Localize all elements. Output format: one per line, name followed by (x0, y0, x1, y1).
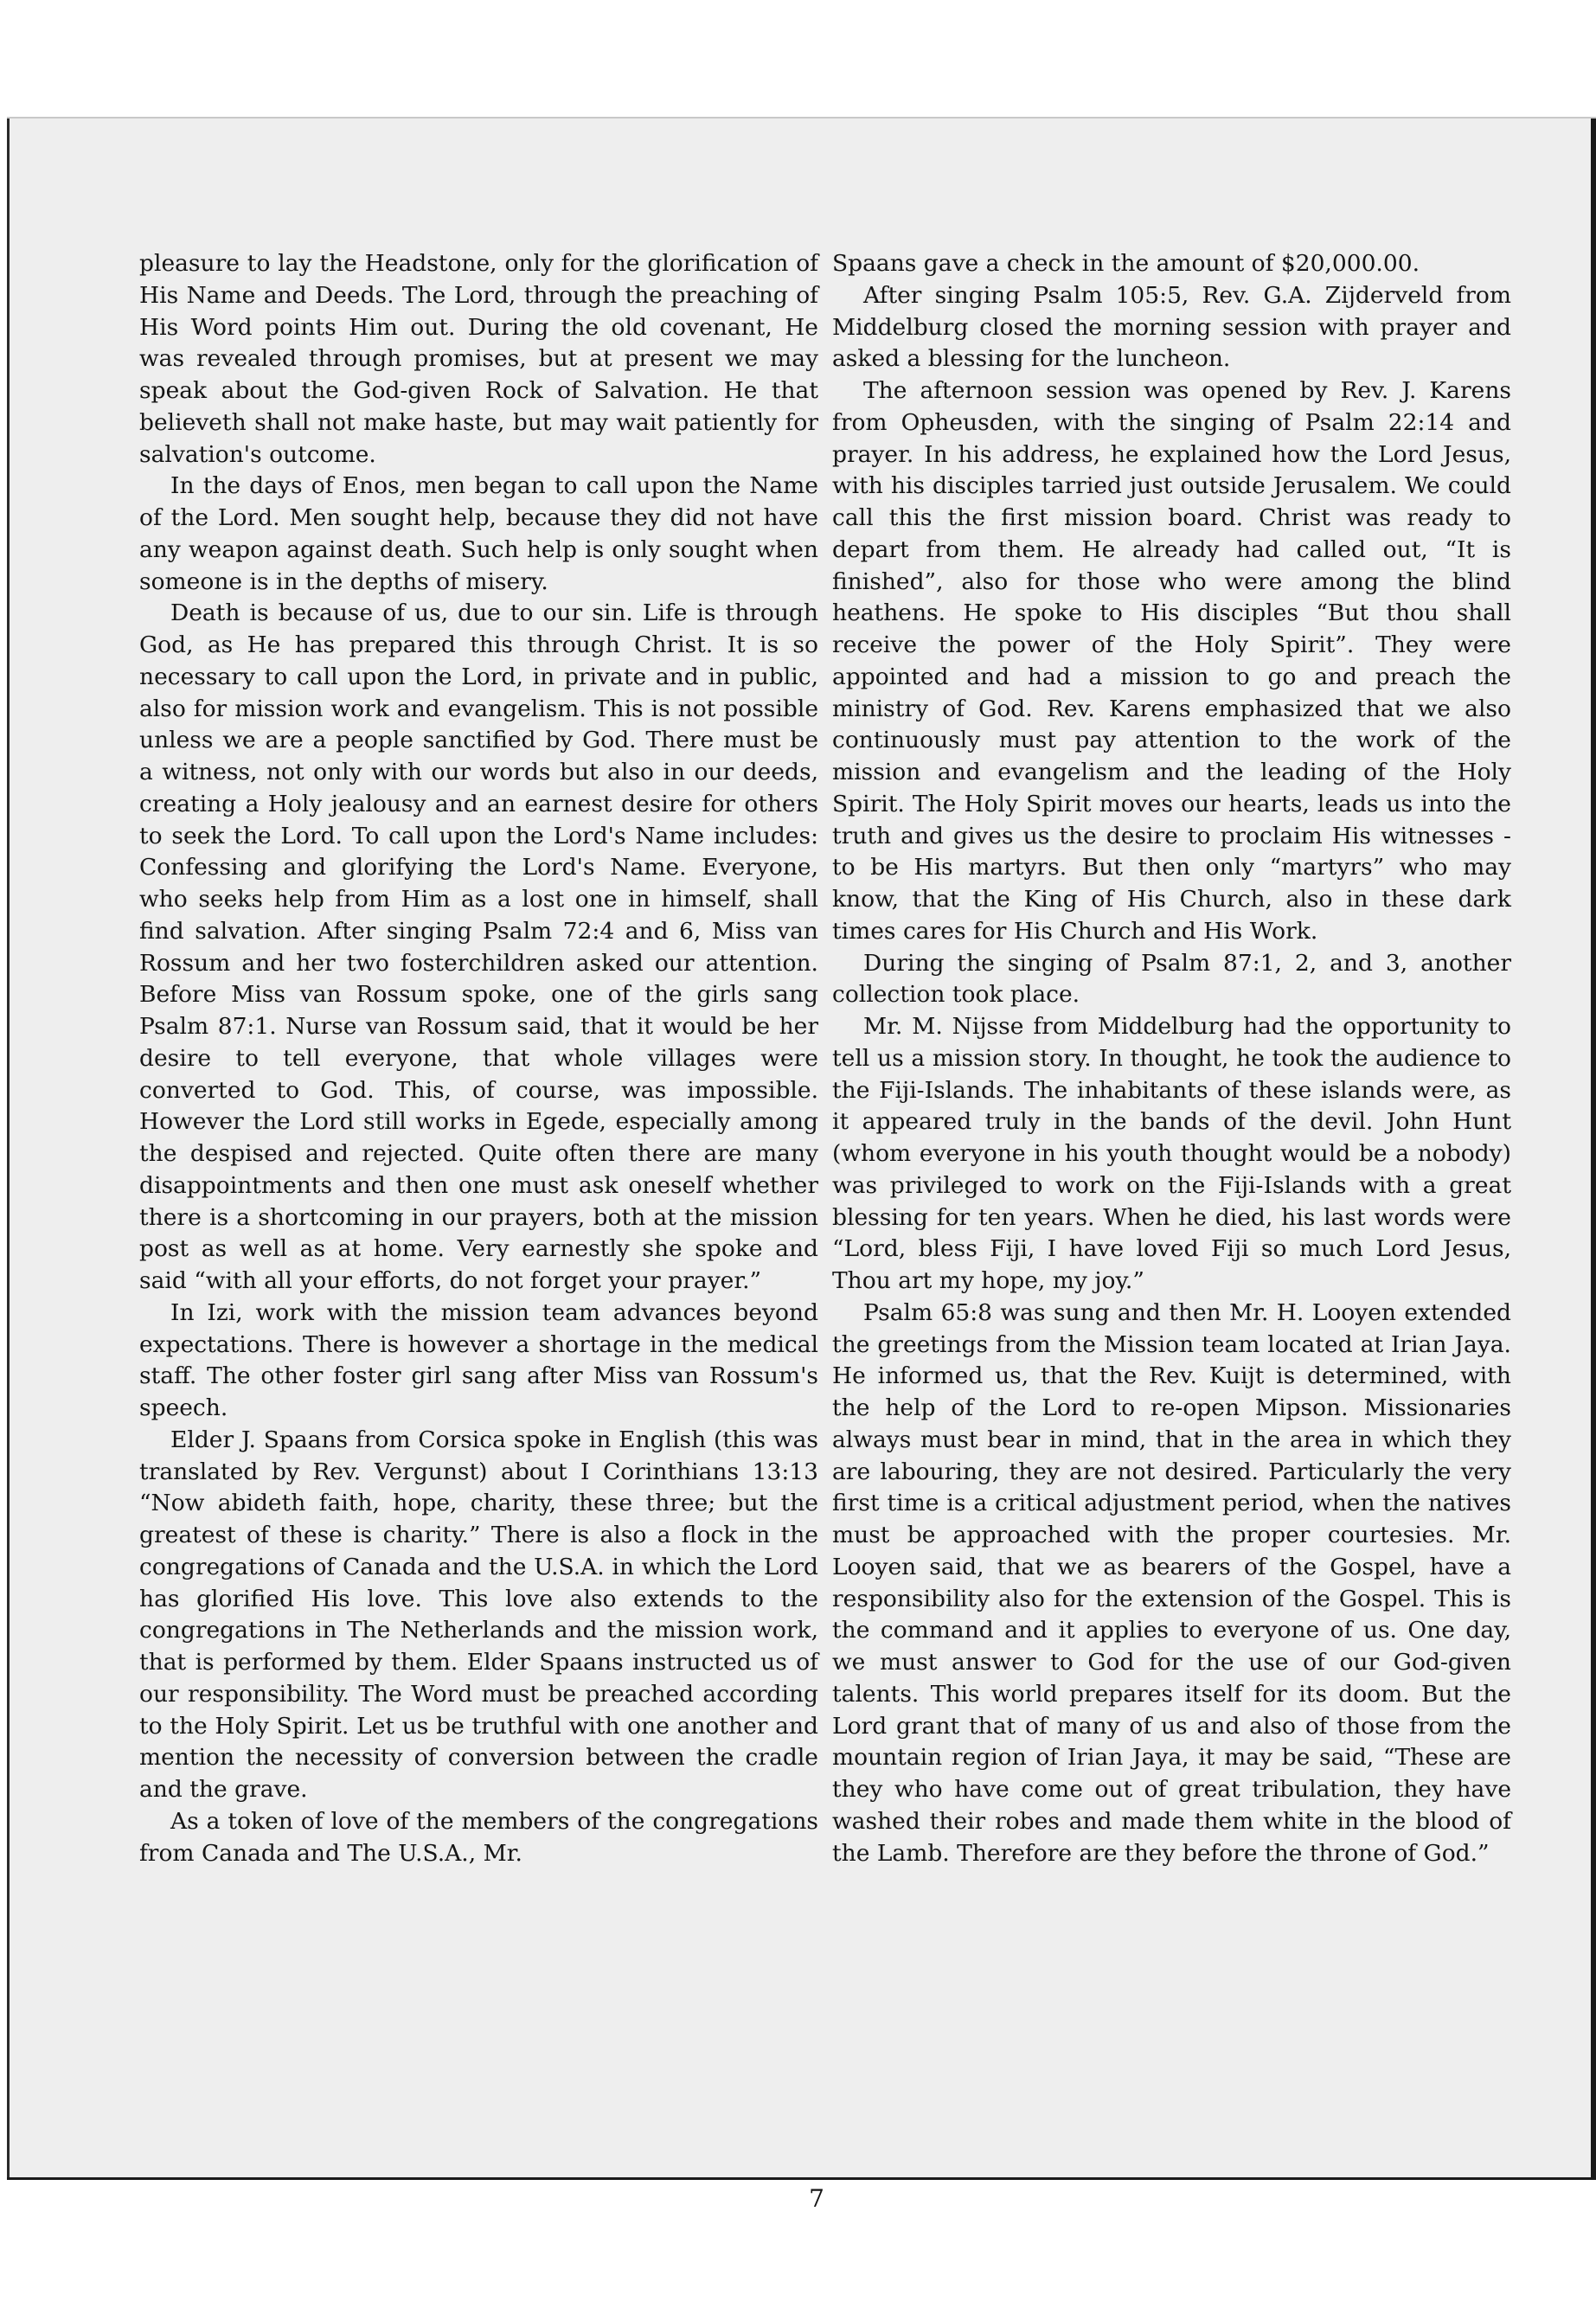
paragraph: Death is because of us, due to our sin. Life is through God, as He has prepared this through Christ. It is so necessary to call upon the Lord, in private and in public, also for mission work and evangelism. This is not possible unless we are a people sanctified by God. There must be a witness, not only with our words but also in our deeds, creating a Holy jealousy and an earnest desire for others to seek the Lord. To call upon the Lord's Name includes: Confessing and glorifying the Lord's Name. Everyone, who seeks help from Him as a lost one in himself, shall find salvation. After singing Psalm 72:4 and 6, Miss van Rossum and her two fosterchildren asked our attention. Before Miss van Rossum spoke, one of the girls sang Psalm 87:1. Nurse van Rossum said, that it would be her desire to tell everyone, that whole villages were converted to God. This, of course, was impossible. However the Lord still works in Egede, especially among the despised and rejected. Quite often there are many disappointments and then one must ask oneself whether there is a shortcoming in our prayers, both at the mission post as well as at home. Very earnestly she spoke and said “with all your efforts, do not forget your prayer.” (139, 599, 818, 1294)
paragraph: During the singing of Psalm 87:1, 2, and 3, another collection took place. (832, 949, 1511, 1009)
paragraph: After singing Psalm 105:5, Rev. G.A. Zijderveld from Middelburg closed the morning session with prayer and asked a blessing for the luncheon. (832, 281, 1511, 373)
text-column-right (832, 248, 1511, 1869)
page-number: 7 (809, 2184, 824, 2213)
paragraph: As a token of love of the members of the congregations from Canada and The U.S.A., Mr. (139, 1807, 818, 1867)
paragraph: Psalm 65:8 was sung and then Mr. H. Looyen extended the greetings from the Mission team located at Irian Jaya. He informed us, that the Rev. Kuijt is determined, with the help of the Lord to re-open Mipson. Missionaries always must bear in mind, that in the area in which they are labouring, they are not desired. Particularly the very first time is a critical adjustment period, when the natives must be approached with the proper courtesies. Mr. Looyen said, that we as bearers of the Gospel, have a responsibility also for the extension of the Gospel. This is the command and it applies to everyone of us. One day, we must answer to God for the use of our God-given talents. This world prepares itself for its doom. But the Lord grant that of many of us and also of those from the mountain region of Irian Jaya, it may be said, “These are they who have come out of great tribulation, they have washed their robes and made them white in the blood of the Lamb. Therefore are they before the throne of God.” (832, 1298, 1511, 1867)
paragraph: Elder J. Spaans from Corsica spoke in English (this was translated by Rev. Vergunst) about I Corinthians 13:13 “Now abideth faith, hope, charity, these three; but the greatest of these is charity.” There is also a flock in the congregations of Canada and the U.S.A. in which the Lord has glorified His love. This love also extends to the congregations in The Netherlands and the mission work, that is performed by them. Elder Spaans instructed us of our responsibility. The Word must be preached according to the Holy Spirit. Let us be truthful with one another and mention the necessity of conversion between the cradle and the grave. (139, 1426, 818, 1803)
text-column-left (139, 248, 818, 1869)
paragraph: In the days of Enos, men began to call upon the Name of the Lord. Men sought help, because they did not have any weapon against death. Such help is only sought when someone is in the depths of misery. (139, 472, 818, 595)
scan-margin-top (0, 0, 1596, 117)
paragraph: The afternoon session was opened by Rev. J. Karens from Opheusden, with the singing of Psalm 22:14 and prayer. In his address, he explained how the Lord Jesus, with his disciples tarried just outside Jerusalem. We could call this the first mission board. Christ was ready to depart from them. He already had called out, “It is finished”, also for those who were among the blind heathens. He spoke to His disciples “But thou shall receive the power of the Holy Spirit”. They were appointed and had a mission to go and preach the ministry of God. Rev. Karens emphasized that we also continuously must pay attention to the work of the mission and evangelism and the leading of the Holy Spirit. The Holy Spirit moves our hearts, leads us into the truth and gives us the desire to proclaim His witnesses - to be His martyrs. But then only “martyrs” who may know, that the King of His Church, also in these dark times cares for His Church and His Work. (832, 377, 1511, 945)
paragraph: In Izi, work with the mission team advances beyond expectations. There is however a shortage in the medical staff. The other foster girl sang after Miss van Rossum's speech. (139, 1298, 818, 1421)
paragraph: pleasure to lay the Headstone, only for the glorification of His Name and Deeds. The Lord, through the preaching of His Word points Him out. During the old covenant, He was revealed through promises, but at present we may speak about the God-given Rock of Salvation. He that believeth shall not make haste, but may wait patiently for salvation's outcome. (139, 250, 818, 468)
page-edge-right (1591, 119, 1596, 2177)
page-edge-left (7, 119, 10, 2177)
document-page (7, 117, 1596, 2213)
paragraph: Spaans gave a check in the amount of $20,000.00. (832, 250, 1420, 277)
paragraph: Mr. M. Nijsse from Middelburg had the opportunity to tell us a mission story. In thought, he took the audience to the Fiji-Islands. The inhabitants of these islands were, as it appeared truly in the bands of the devil. John Hunt (whom everyone in his youth thought would be a nobody) was privileged to work on the Fiji-Islands with a great blessing for ten years. When he died, his last words were “Lord, bless Fiji, I have loved Fiji so much Lord Jesus, Thou art my hope, my joy.” (832, 1013, 1511, 1294)
